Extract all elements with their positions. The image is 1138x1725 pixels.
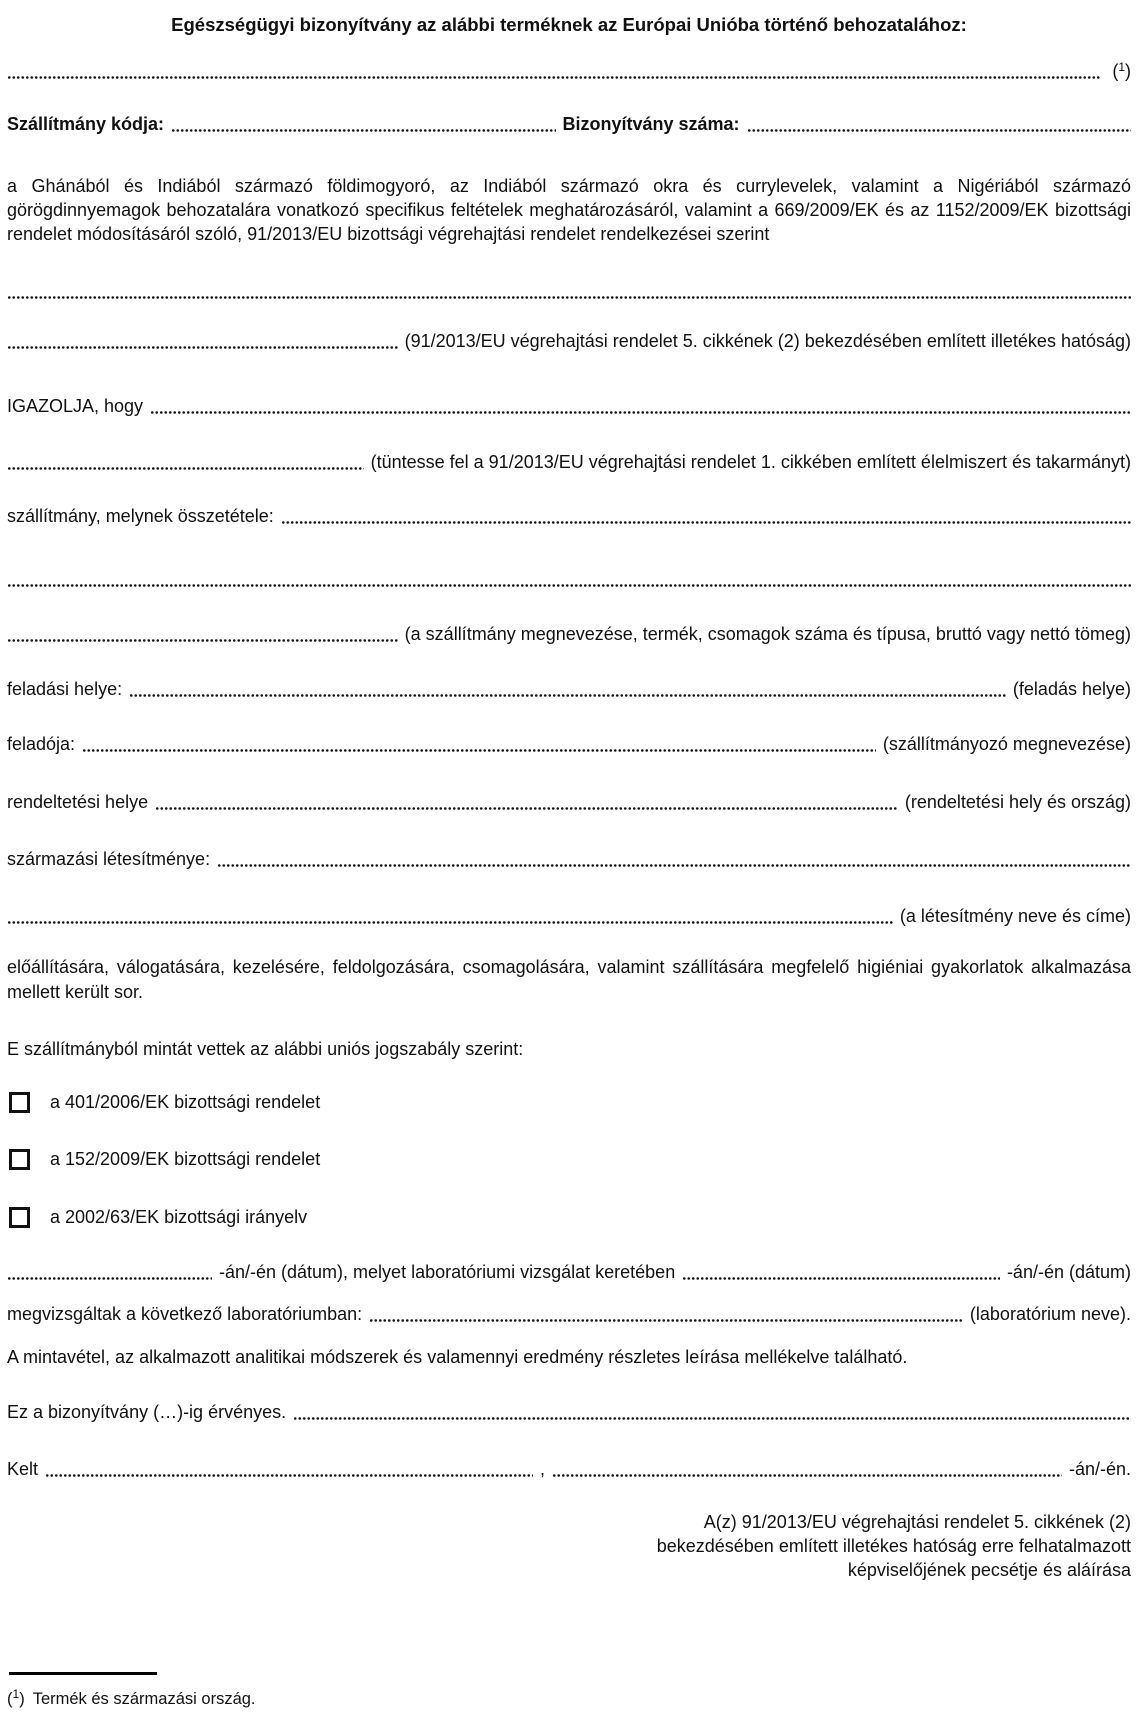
field-sampling-date[interactable] xyxy=(7,1260,212,1284)
dispatch-place-hint: (feladás helye) xyxy=(1012,679,1131,699)
certifies-line xyxy=(7,394,1131,418)
field-authority-name[interactable] xyxy=(7,279,1131,303)
checkbox-2002-63[interactable] xyxy=(9,1207,30,1228)
sampling-note-line xyxy=(7,1345,1131,1369)
footnote xyxy=(7,1688,1131,1710)
consignment-code-line xyxy=(7,112,1131,136)
field-consignor[interactable] xyxy=(82,732,876,756)
field-laboratory[interactable] xyxy=(369,1302,963,1326)
consignor-hint: (szállítmányozó megnevezése) xyxy=(882,734,1131,754)
composition-fill-line xyxy=(7,567,1131,591)
field-consignment-code[interactable] xyxy=(171,112,555,136)
authority-fill-line xyxy=(7,279,1131,303)
footnote-marker: ( $^1$ ) xyxy=(7,1688,25,1710)
certificate-number-label: Bizonyítvány száma: xyxy=(562,114,740,134)
sampling-date-line xyxy=(7,1260,1131,1284)
sampling-intro: E szállítmányból mintát vettek az alábbi uniós jogszabály szerint: xyxy=(7,1039,524,1059)
hygiene-paragraph: előállítására, válogatására, kezelésére, feldolgozására, csomagolására, valamint szállítására megfelelő higiéniai gyakorlatok alkalmazása mellett került sor. xyxy=(7,957,1131,1002)
field-certificate-number[interactable] xyxy=(747,112,1131,136)
field-done-at-place[interactable] xyxy=(45,1457,533,1481)
sampling-date-suffix: -án/-én (dátum), melyet laboratóriumi vizsgálat keretében xyxy=(219,1262,676,1282)
checkbox-label: a 401/2006/EK bizottsági rendelet xyxy=(50,1092,321,1112)
composition-label: szállítmány, melynek összetétele: xyxy=(7,506,274,526)
checkbox-row-401-2006 xyxy=(7,1090,1131,1114)
consignment-code-label: Szállítmány kódja: xyxy=(7,114,165,134)
destination-hint: (rendeltetési hely és ország) xyxy=(904,792,1131,812)
establishment-name-hint: (a létesítmény neve és címe) xyxy=(899,906,1131,926)
checkbox-label: a 2002/63/EK bizottsági irányelv xyxy=(50,1207,308,1227)
signature-block xyxy=(657,1510,1131,1582)
footnote-divider xyxy=(9,1672,157,1675)
certifies-label: IGAZOLJA, hogy xyxy=(7,396,144,416)
laboratory-line xyxy=(7,1302,1131,1326)
dispatch-place-line xyxy=(7,677,1131,701)
consignment-description-hint-line xyxy=(7,622,1131,646)
dispatch-place-label: feladási helye: xyxy=(7,679,123,699)
field-done-at-date[interactable] xyxy=(552,1457,1062,1481)
footnote-marker-ref: ( $^1$ ) xyxy=(1112,59,1131,83)
checkbox-row-152-2009 xyxy=(7,1147,1131,1171)
done-at-suffix: -án/-én. xyxy=(1068,1459,1131,1479)
field-composition[interactable] xyxy=(281,504,1131,528)
field-authority-name-2[interactable] xyxy=(7,329,398,353)
field-dispatch-place[interactable] xyxy=(129,677,1006,701)
analysis-date-suffix: -án/-én (dátum) xyxy=(1006,1262,1131,1282)
signature-line-1: A(z) 91/2013/EU végrehajtási rendelet 5. cikkének (2) xyxy=(703,1512,1131,1532)
consignor-line xyxy=(7,732,1131,756)
authority-hint: (91/2013/EU végrehajtási rendelet 5. cikkének (2) bekezdésében említett illetékes hatóság) xyxy=(404,331,1131,351)
field-consignment-description[interactable] xyxy=(7,622,398,646)
origin-establishment-label: származási létesítménye: xyxy=(7,849,211,869)
establishment-name-hint-line xyxy=(7,904,1131,928)
done-at-label: Kelt xyxy=(7,1459,39,1479)
field-food-feed[interactable] xyxy=(7,450,364,474)
sampling-intro-line xyxy=(7,1037,1131,1061)
document-title: Egészségügyi bizonyítvány az alábbi terméknek az Európai Unióba történő behozatalához: xyxy=(171,14,967,35)
field-destination[interactable] xyxy=(155,790,898,814)
field-validity-date[interactable] xyxy=(293,1400,1131,1424)
laboratory-hint: (laboratórium neve). xyxy=(969,1304,1131,1324)
product-line xyxy=(7,59,1131,83)
field-origin-establishment[interactable] xyxy=(217,847,1131,871)
origin-establishment-line xyxy=(7,847,1131,871)
done-at-separator: , xyxy=(540,1459,546,1479)
field-product[interactable] xyxy=(7,59,1101,83)
consignor-label: feladója: xyxy=(7,734,76,754)
laboratory-label: megvizsgáltak a következő laboratóriumban: xyxy=(7,1304,363,1324)
checkbox-401-2006[interactable] xyxy=(9,1092,30,1113)
consignment-description-hint: (a szállítmány megnevezése, termék, csomagok száma és típusa, bruttó vagy nettó tömeg) xyxy=(404,624,1131,644)
regulation-paragraph: a Ghánából és Indiából származó földimogyoró, az Indiából származó okra és currylevelek, valamint a Nigériából származó görögdinnyemagok behozatalára vonatkozó specifikus feltételek meghatározásáról, valamint a 669/2009/EK és az 1152/2009/EK bizottsági rendelet módosításáról szóló, 91/2013/EU bizottsági végrehajtási rendelet rendelkezései szerint xyxy=(7,176,1131,244)
destination-line xyxy=(7,790,1131,814)
signature-line-2: bekezdésében említett illetékes hatóság erre felhatalmazott xyxy=(656,1536,1131,1556)
field-certified-consignment[interactable] xyxy=(150,394,1131,418)
footnote-text: Termék és származási ország. xyxy=(32,1690,256,1708)
sampling-note: A mintavétel, az alkalmazott analitikai módszerek és valamennyi eredmény részletes leírása mellékelve található. xyxy=(7,1347,908,1367)
composition-line xyxy=(7,504,1131,528)
authority-hint-line xyxy=(7,329,1131,353)
checkbox-label: a 152/2009/EK bizottsági rendelet xyxy=(50,1149,321,1169)
food-feed-hint: (tüntesse fel a 91/2013/EU végrehajtási rendelet 1. cikkében említett élelmiszert és takarmányt) xyxy=(370,452,1131,472)
food-feed-hint-line xyxy=(7,450,1131,474)
validity-label: Ez a bizonyítvány (…)-ig érvényes. xyxy=(7,1402,287,1422)
checkbox-row-2002-63 xyxy=(7,1205,1131,1229)
field-composition-2[interactable] xyxy=(7,567,1131,591)
field-establishment-name[interactable] xyxy=(7,904,893,928)
done-at-line xyxy=(7,1457,1131,1481)
field-analysis-date[interactable] xyxy=(682,1260,1000,1284)
destination-label: rendeltetési helye xyxy=(7,792,149,812)
validity-line xyxy=(7,1400,1131,1424)
checkbox-152-2009[interactable] xyxy=(9,1149,30,1170)
signature-line-3: képviselőjének pecsétje és aláírása xyxy=(847,1560,1131,1580)
